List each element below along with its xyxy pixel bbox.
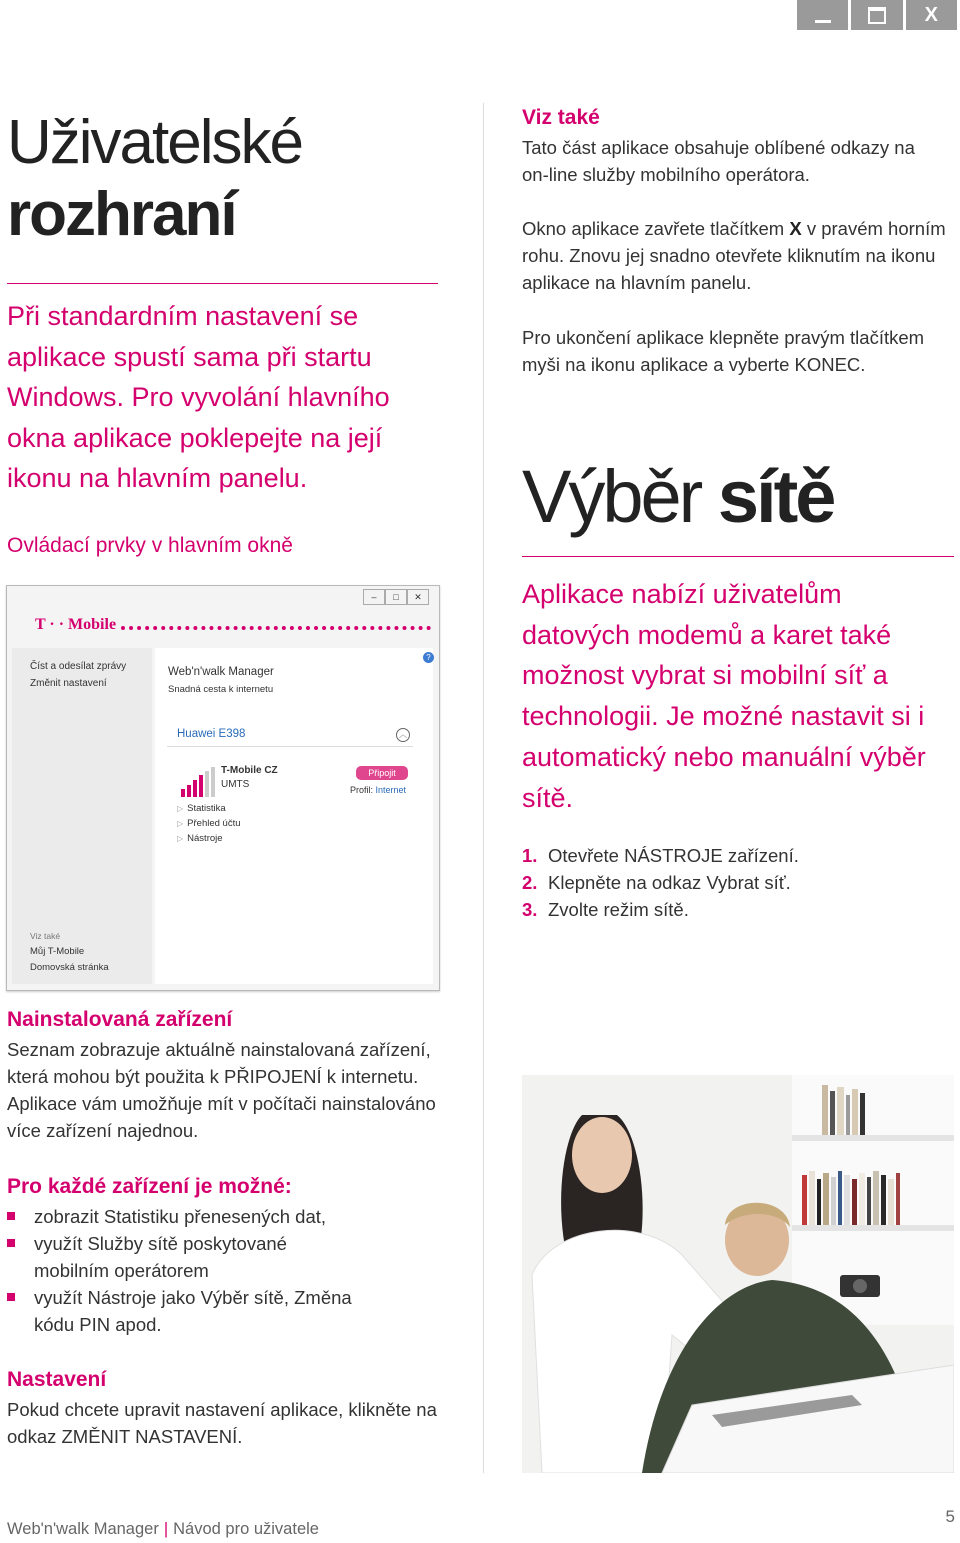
device-divider bbox=[167, 746, 413, 747]
see-also-title: Viz také bbox=[30, 931, 61, 941]
footer-doc: Návod pro uživatele bbox=[173, 1520, 319, 1538]
chevron-up-icon[interactable]: ︿ bbox=[396, 728, 410, 742]
network-lead: Aplikace nabízí uživatelům datových modemů a karet také možnost vybrat si mobilní síť a technologii. Je možné nastavit si i automatický nebo manuální výběr sítě. bbox=[522, 579, 926, 813]
tmobile-logo: T · · Mobile bbox=[35, 616, 117, 633]
app-tagline: Snadná cesta k internetu bbox=[168, 684, 274, 695]
bullet-square-icon bbox=[7, 1239, 15, 1247]
network-selection-title: Výběr sítě bbox=[522, 455, 834, 538]
installed-text: Seznam zobrazuje aktuálně nainstalovaná zařízení, která mohou být použita k PŘIPOJENÍ k internetu. Aplikace vám umožňuje mít v počítači nainstalováno více zařízení najednou. bbox=[7, 1039, 436, 1141]
page-title-light: Uživatelské bbox=[7, 108, 302, 177]
profile-line bbox=[350, 785, 406, 795]
maximize-icon bbox=[868, 7, 886, 24]
maximize-button[interactable] bbox=[851, 0, 902, 30]
connect-button[interactable]: Připojit bbox=[356, 766, 408, 780]
bullet-square-icon bbox=[7, 1212, 15, 1220]
device-menu-account[interactable]: ▷ Přehled účtu bbox=[177, 818, 241, 829]
list-item: využít Služby sítě poskytované mobilním operátorem bbox=[7, 1230, 364, 1284]
footer bbox=[7, 1520, 319, 1539]
device-menu-tools[interactable]: ▷ Nástroje bbox=[177, 833, 223, 844]
see-also-text: Tato část aplikace obsahuje oblíbené odkazy na on-line služby mobilního operátora. bbox=[522, 137, 915, 185]
app-minimize-button[interactable]: – bbox=[363, 589, 385, 605]
signal-strength-icon bbox=[181, 767, 221, 797]
office-photo bbox=[522, 1075, 954, 1473]
app-maximize-button[interactable]: □ bbox=[385, 589, 407, 605]
tmobile-logo-row bbox=[13, 616, 433, 638]
window-controls bbox=[797, 0, 957, 30]
arrow-right-icon: ▷ bbox=[177, 804, 184, 813]
close-button[interactable] bbox=[906, 0, 957, 30]
nav-link-settings[interactable]: Změnit nastavení bbox=[30, 678, 107, 689]
close-icon: X bbox=[924, 3, 938, 26]
title-rule bbox=[7, 283, 438, 284]
link-my-tmobile[interactable]: Můj T-Mobile bbox=[30, 946, 85, 957]
minimize-button[interactable] bbox=[797, 0, 848, 30]
list-item: zobrazit Statistiku přenesených dat, bbox=[7, 1203, 447, 1230]
logo-dots bbox=[121, 626, 431, 630]
office-illustration bbox=[522, 1075, 954, 1473]
each-device-list bbox=[7, 1203, 447, 1338]
device-menu-stats[interactable]: ▷ Statistika bbox=[177, 803, 226, 814]
device-name[interactable]: Huawei E398 bbox=[177, 728, 246, 740]
exit-app-text: Pro ukončení aplikace klepněte pravým tlačítkem myši na ikonu aplikace a vyberte KONEC. bbox=[522, 327, 925, 375]
steps-list bbox=[522, 842, 799, 923]
app-main-panel bbox=[155, 648, 433, 984]
help-icon[interactable]: ? bbox=[423, 652, 434, 663]
column-divider bbox=[483, 103, 484, 1473]
network-title-rule bbox=[522, 556, 954, 557]
each-device-heading: Pro každé zařízení je možné: bbox=[7, 1175, 292, 1198]
app-name: Web'n'walk Manager bbox=[168, 666, 274, 678]
list-item: využít Nástroje jako Výběr sítě, Změna kódu PIN apod. bbox=[7, 1284, 394, 1338]
settings-heading: Nastavení bbox=[7, 1368, 107, 1391]
footer-separator: | bbox=[163, 1520, 169, 1538]
step-item: 2. Klepněte na odkaz Vybrat síť. bbox=[522, 872, 791, 893]
app-window-screenshot bbox=[6, 585, 440, 991]
arrow-right-icon: ▷ bbox=[177, 834, 184, 843]
settings-text: Pokud chcete upravit nastavení aplikace, klikněte na odkaz ZMĚNIT NASTAVENÍ. bbox=[7, 1399, 437, 1447]
link-homepage[interactable]: Domovská stránka bbox=[30, 962, 109, 973]
arrow-right-icon: ▷ bbox=[177, 819, 184, 828]
nav-link-messages[interactable]: Číst a odesílat zprávy bbox=[30, 661, 127, 672]
page-title-bold: rozhraní bbox=[7, 180, 236, 249]
profile-value[interactable]: Internet bbox=[375, 785, 407, 795]
close-window-text: Okno aplikace zavřete tlačítkem X v pravém horním rohu. Znovu jej snadno otevřete kliknutím na ikonu aplikace na hlavním panelu. bbox=[522, 218, 946, 293]
lead-paragraph: Při standardním nastavení se aplikace spustí sama při startu Windows. Pro vyvolání hlavního okna aplikace poklepejte na její ikonu na hlavním panelu. bbox=[7, 301, 390, 493]
network-type: UMTS bbox=[221, 779, 250, 790]
bullet-square-icon bbox=[7, 1293, 15, 1301]
app-close-button[interactable]: ✕ bbox=[407, 589, 429, 605]
profile-label: Profil: bbox=[350, 785, 374, 795]
step-item: 1. Otevřete NÁSTROJE zařízení. bbox=[522, 845, 799, 866]
footer-product: Web'n'walk Manager bbox=[7, 1520, 159, 1538]
page-number: 5 bbox=[945, 1507, 955, 1526]
see-also-heading: Viz také bbox=[522, 106, 600, 129]
minimize-icon bbox=[815, 20, 831, 23]
controls-heading: Ovládací prvky v hlavním okně bbox=[7, 534, 293, 557]
installed-heading: Nainstalovaná zařízení bbox=[7, 1008, 233, 1031]
operator-name: T-Mobile CZ bbox=[221, 765, 278, 776]
step-item: 3. Zvolte režim sítě. bbox=[522, 899, 689, 920]
